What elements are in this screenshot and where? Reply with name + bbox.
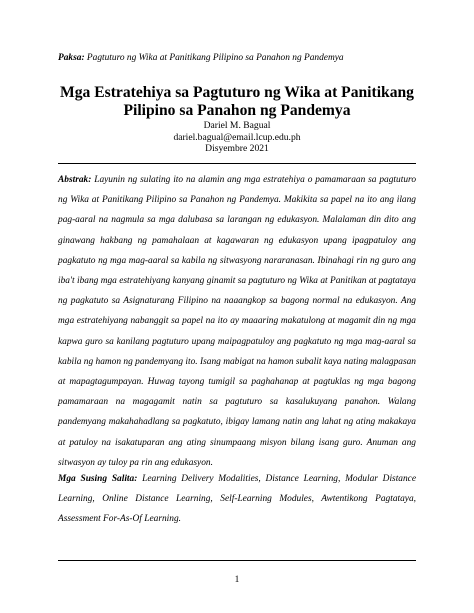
keywords-text: Learning Delivery Modalities, Distance Learning, Modular Distance Learning, Online Distance Learning, Self-Learning Modules, Awtentikong Pagtataya, Assessment For-As-Of Learning.: [58, 474, 416, 525]
paper-date: Disyembre 2021: [205, 143, 269, 155]
author-name: Dariel M. Bagual: [203, 120, 271, 131]
author-email: dariel.bagual@email.lcup.edu.ph: [173, 131, 301, 143]
abstract-text: Layunin ng sulating ito na alamin ang mga estratehiya o pamamaraan sa pagtuturo ng Wika at Panitikang Pilipino sa Panahon ng Pandemya. Makikita sa papel na ito ang ilang pag-aaral na nagmula sa mga dalubasa sa larangan ng edukasyon. Malalaman din dito ang ginawang hakbang ng pamahalaan at kagawaran ng edukasyon upang ipagpatuloy ang pagkatuto ng mga mag-aaral sa kabila ng sitwasyong nararanasan. Ibinahagi rin ng guro ang iba't ibang mga estratehiyang kanyang ginamit sa pagtuturo ng Wika at Panitikan at pagtataya ng pagkatuto sa Asignaturang Filipino na naaangkop sa bagong normal na edukasyon. Ang mga estratehiyang nabanggit sa papel na ito ay maaaring makatulong at magamit din ng mga kapwa guro sa kanilang pagtuturo upang maipagpatuloy ang pagkatuto ng mga mag-aaral sa kabila ng hamon ng pandemyang ito. Isang mabigat na hamon subalit kaya nating malagpasan at mapagtagumpayan. Huwag tayong tumigil sa paghahanap at pagtuklas ng mga bagong pamamaraan na magagamit natin sa pagtuturo sa kasalukuyang panahon. Walang pandemyang makahahadlang sa pagkatuto, ibigay lamang natin ang lahat ng ating makakaya at patuloy na isakatuparan ang ating sinumpaang misyon bilang isang guro. Anuman ang sitwasyon ay tuloy pa rin ang edukasyon.: [58, 175, 417, 468]
top-divider: [58, 163, 416, 164]
keywords-label: Mga Susing Salita:: [58, 474, 143, 484]
title-line-1: Mga Estratehiya sa Pagtuturo ng Wika at Panitikang: [60, 84, 414, 101]
page-number: 1: [234, 575, 240, 585]
paper-title: [40, 84, 434, 120]
abstract-section: [58, 170, 416, 473]
keywords-section: [58, 469, 416, 530]
bottom-divider: [58, 560, 416, 561]
title-line-2: Pilipino sa Panahon ng Pandemya: [123, 102, 351, 119]
topic-text: Pagtuturo ng Wika at Panitikang Pilipino sa Panahon ng Pandemya: [86, 53, 344, 63]
topic-label: Paksa:: [58, 53, 87, 63]
topic-header: [58, 53, 438, 63]
abstract-label: Abstrak:: [58, 175, 95, 185]
author-block: [40, 120, 434, 155]
